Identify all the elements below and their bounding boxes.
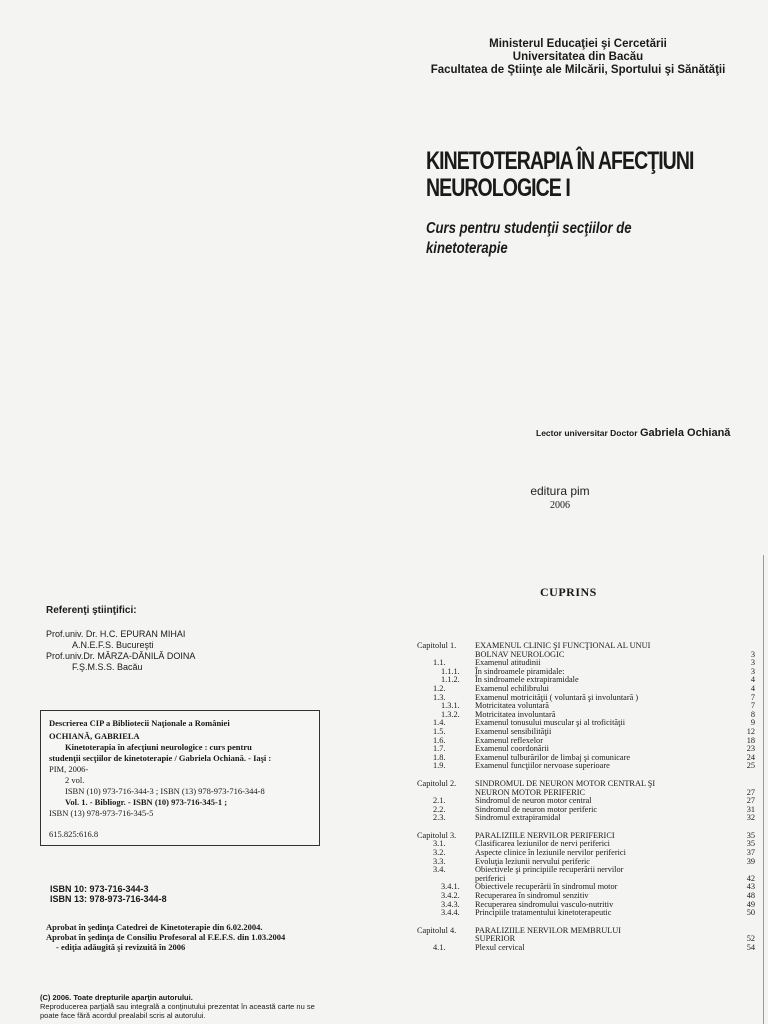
book-title-line2: NEUROLOGICE I [426, 174, 570, 202]
toc-row-number: 1.7. [433, 744, 446, 754]
isbn-10: ISBN 10: 973-716-344-3 [50, 884, 149, 894]
copyright-notice [40, 993, 315, 1020]
toc-row-number: 3.4. [433, 865, 446, 875]
copyright-line-1: (C) 2006. Toate drepturile aparţin autorului. [40, 993, 193, 1002]
toc-row-title: Obiectivele şi principiile recuperării nervilor [475, 865, 624, 875]
toc-row-title: Examenul funcţiilor nervoase superioare [475, 761, 610, 771]
toc-row-number: 2.1. [433, 796, 446, 806]
toc-row-title: Sindromul de neuron motor central [475, 796, 592, 806]
toc-row-title: Examenul coordonării [475, 744, 549, 754]
toc-row [417, 659, 757, 668]
toc-row-title: Examenul atitudinii [475, 658, 541, 668]
toc-row-page: 35 [746, 839, 755, 849]
toc-row-title: BOLNAV NEUROLOGIC [475, 649, 565, 659]
toc-row-page: 49 [746, 899, 755, 909]
toc-row [417, 728, 757, 737]
toc-row-page: 35 [746, 830, 755, 840]
toc-row-page: 3 [750, 666, 755, 676]
toc-row-number: 3.4.2. [441, 891, 460, 901]
toc-row-number: 1.6. [433, 735, 446, 745]
toc-row-title: SUPERIOR [475, 934, 516, 944]
toc-row-page: 24 [746, 752, 755, 762]
toc-row-title: Plexul cervical [475, 943, 525, 952]
referee-2-name: Prof.univ.Dr. MÂRZA-DĂNILĂ DOINA [46, 651, 196, 661]
toc-row [417, 719, 757, 728]
institution-header [400, 38, 756, 77]
toc-row [417, 944, 757, 953]
toc-row-number: 1.8. [433, 752, 446, 762]
toc-row-title: Recuperarea sindromului vasculo-nutritiv [475, 899, 614, 909]
toc-row-title: Motricitatea involuntară [475, 709, 556, 719]
cip-line-4: 2 vol. [65, 775, 85, 785]
approval-line-1: Aprobat în şedinţa Catedrei de Kinetoterapie din 6.02.2004. [46, 922, 263, 932]
toc-row-number: 1.1.1. [441, 666, 460, 676]
toc-row-page: 8 [750, 709, 755, 719]
toc-row-number: 1.3.1. [441, 701, 460, 711]
cip-line-7: ISBN (13) 978-973-716-345-5 [49, 808, 154, 818]
toc-row-title: PARALIZIILE NERVILOR PERIFERICI [475, 830, 615, 840]
toc-row-title: Recuperarea în sindromul senzitiv [475, 891, 589, 901]
toc-row-number: 3.4.3. [441, 899, 460, 909]
toc-row-title: SINDROMUL DE NEURON MOTOR CENTRAL ŞI [475, 778, 656, 788]
author-line [536, 427, 730, 439]
toc-row-title: EXAMENUL CLINIC ŞI FUNCŢIONAL AL UNUI [475, 641, 651, 650]
referee-1-name: Prof.univ. Dr. H.C. EPURAN MIHAI [46, 629, 186, 639]
author-name: Gabriela Ochiană [639, 427, 731, 439]
page-edge-divider [763, 555, 764, 1024]
toc-row-title: NEURON MOTOR PERIFERIC [475, 787, 586, 797]
toc-row-number: 1.9. [433, 761, 446, 771]
toc-row-title: În sindroamele extrapiramidale [475, 675, 579, 685]
toc-row-title: Examenul motricităţii ( voluntară şi involuntară ) [475, 692, 639, 702]
toc-row-page: 25 [746, 761, 755, 771]
university-name: Universitatea din Bacău [512, 51, 644, 63]
cip-heading: Descrierea CIP a Bibliotecii Naţionale a României [49, 718, 230, 728]
toc-row-title: PARALIZIILE NERVILOR MEMBRULUI [475, 925, 622, 935]
cip-description-box [40, 710, 320, 846]
toc-row-number: 3.2. [433, 848, 446, 858]
toc-row-number: 1.2. [433, 683, 446, 693]
toc-row-number: Capitolul 4. [417, 925, 457, 935]
toc-row-number: 4.1. [433, 943, 446, 952]
cip-line-3: PIM, 2006- [49, 764, 89, 774]
toc-row [417, 927, 757, 936]
toc-row [417, 806, 757, 815]
toc-row-page: 12 [746, 726, 755, 736]
cip-line-6: Vol. 1. - Bibliogr. - ISBN (10) 973-716-345-1 ; [65, 797, 228, 807]
toc-row-number: 1.3.2. [441, 709, 460, 719]
toc-row-page: 39 [746, 856, 755, 866]
toc-row-number: 3.1. [433, 839, 446, 849]
approval-block [46, 922, 285, 952]
publication-year: 2006 [550, 500, 570, 511]
book-title-line1: KINETOTERAPIA ÎN AFECŢIUNI [426, 147, 694, 175]
toc-row-title: Examenul tulburărilor de limbaj şi comunicare [475, 752, 631, 762]
toc-row-title: Principiile tratamentului kinetoterapeutic [475, 908, 612, 918]
toc-row [417, 814, 757, 823]
toc-row-title: În sindroamele piramidale: [475, 666, 565, 676]
toc-row-title: Evoluţia leziunii nervului periferic [475, 856, 590, 866]
publisher-name: editura pim [530, 484, 590, 498]
toc-row [417, 676, 757, 685]
cip-line-2: studenţii secţiilor de kinetoterapie / Gabriela Ochiană. - Iaşi : [49, 753, 272, 763]
toc-row-title: Examenul echilibrului [475, 683, 549, 693]
toc-row-number: Capitolul 2. [417, 778, 457, 788]
book-subtitle-line1: Curs pentru studenţii secţiilor de [426, 220, 632, 237]
toc-row [417, 702, 757, 711]
toc-row-page: 4 [750, 683, 755, 693]
toc-row-page: 37 [746, 848, 755, 858]
approval-line-3: - ediţia adăugită şi revizuită în 2006 [56, 942, 186, 952]
toc-row-title: Examenul reflexelor [475, 735, 543, 745]
toc-row-page: 48 [746, 891, 755, 901]
cip-author: OCHIANĂ, GABRIELA [49, 731, 140, 741]
toc-row-page: 3 [750, 649, 755, 659]
toc-row [417, 780, 757, 789]
book-subtitle-line2: kinetoterapie [426, 240, 508, 257]
book-title [426, 148, 693, 202]
toc-row-title: Examenul sensibilităţii [475, 726, 552, 736]
toc-row [417, 909, 757, 918]
toc-row-title: Motricitatea voluntară [475, 701, 549, 711]
toc-row-page: 54 [746, 943, 755, 952]
toc-row [417, 668, 757, 677]
toc-row-title: Aspecte clinice în leziunile nervilor periferici [475, 848, 626, 858]
isbn-13: ISBN 13: 978-973-716-344-8 [50, 894, 167, 904]
toc-row-title: Clasificarea leziunilor de nervi periferici [475, 839, 610, 849]
toc-row-number: 3.4.4. [441, 908, 460, 918]
toc-row [417, 642, 757, 651]
toc-row [417, 737, 757, 746]
toc-row-number: Capitolul 1. [417, 641, 457, 650]
referee-2-affiliation: F.Ş.M.S.S. Bacău [72, 662, 143, 672]
approval-line-2: Aprobat în şedinţa de Consiliu Profesoral al F.E.F.S. din 1.03.2004 [46, 932, 286, 942]
toc-row-page: 52 [746, 934, 755, 944]
toc-row-number: 1.5. [433, 726, 446, 736]
toc-row-number: 1.1. [433, 658, 446, 668]
table-of-contents [417, 642, 757, 953]
toc-row-page: 31 [746, 804, 755, 814]
cip-line-1: Kinetoterapia în afecţiuni neurologice : curs pentru [65, 742, 252, 752]
ministry-name: Ministerul Educaţiei şi Cercetării [489, 38, 667, 50]
toc-row-page: 32 [746, 813, 755, 823]
toc-row-number: Capitolul 3. [417, 830, 457, 840]
toc-row-number: 3.3. [433, 856, 446, 866]
toc-row-page: 23 [746, 744, 755, 754]
toc-row-page: 3 [750, 658, 755, 668]
faculty-name: Facultatea de Ştiinţe ale Milcării, Sportului şi Sănătăţii [430, 64, 726, 76]
toc-row [417, 935, 757, 944]
cip-line-5: ISBN (10) 973-716-344-3 ; ISBN (13) 978-973-716-344-8 [65, 786, 265, 796]
toc-row-title: periferici [475, 873, 506, 883]
isbn-block [50, 884, 167, 904]
book-subtitle [426, 219, 632, 259]
toc-row [417, 762, 757, 771]
toc-row-title: Obiectivele recuperării în sindromul motor [475, 882, 618, 892]
toc-row-title: Sindromul de neuron motor periferic [475, 804, 598, 814]
toc-row-title: Examenul tonusului muscular şi al troficităţii [475, 718, 626, 728]
toc-row-page: 9 [750, 718, 755, 728]
toc-row-number: 1.4. [433, 718, 446, 728]
toc-row-page: 7 [750, 701, 755, 711]
cip-classification: 615.825:616.8 [49, 829, 99, 839]
toc-row [417, 651, 757, 660]
toc-row-page: 43 [746, 882, 755, 892]
toc-row-page: 27 [746, 787, 755, 797]
author-prefix: Lector universitar Doctor [536, 428, 638, 438]
referee-1-affiliation: A.N.E.F.S. Bucureşti [72, 640, 154, 650]
referees-heading: Referenţi ştiinţifici: [46, 605, 137, 616]
toc-row-number: 1.1.2. [441, 675, 460, 685]
toc-row-page: 18 [746, 735, 755, 745]
copyright-line-3: poate face fără acordul prealabil scris al autorului. [40, 1011, 206, 1020]
toc-row-number: 3.4.1. [441, 882, 460, 892]
toc-row-page: 27 [746, 796, 755, 806]
toc-row-number: 2.2. [433, 804, 446, 814]
toc-row-number: 1.3. [433, 692, 446, 702]
toc-row-page: 42 [746, 873, 755, 883]
toc-row-page: 4 [750, 675, 755, 685]
toc-row-title: Sindromul extrapiramidal [475, 813, 561, 823]
copyright-line-2: Reproducerea parţială sau integrală a conţinutului prezentat în această carte nu se [40, 1002, 315, 1011]
toc-row [417, 866, 757, 875]
toc-row-page: 50 [746, 908, 755, 918]
toc-row-page: 7 [750, 692, 755, 702]
toc-row-number: 2.3. [433, 813, 446, 823]
toc-title: CUPRINS [540, 585, 597, 599]
toc-row [417, 694, 757, 703]
